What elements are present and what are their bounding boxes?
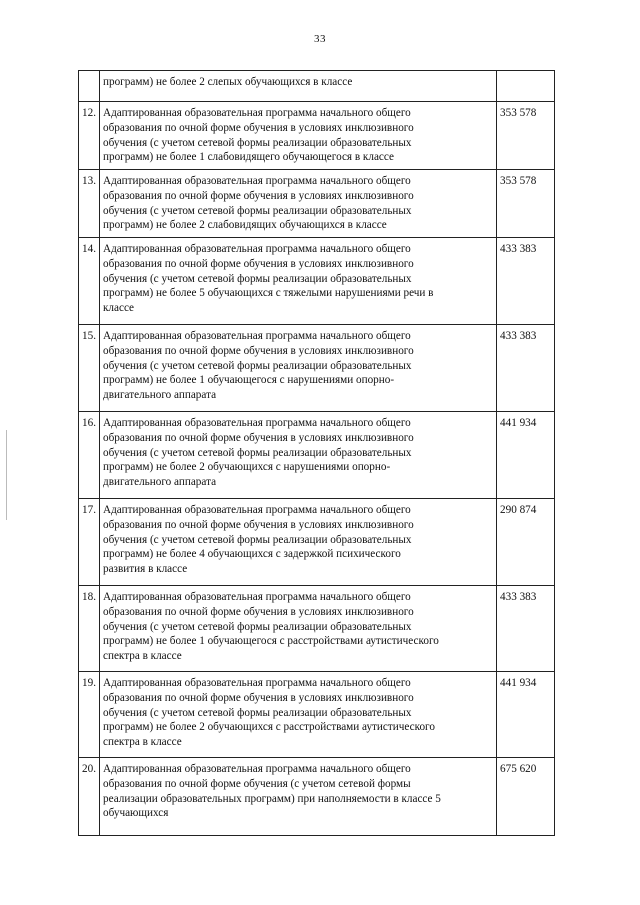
description-line: программ) не более 2 слабовидящих обучающихся в классе xyxy=(103,219,387,232)
description-line: классе xyxy=(103,302,135,315)
program-description xyxy=(100,758,497,836)
description-line: образования по очной форме обучения в условиях инклюзивного xyxy=(103,431,414,444)
table-row xyxy=(79,71,555,102)
description-line: развития в классе xyxy=(103,563,188,576)
description-line: спектра в классе xyxy=(103,736,182,749)
description-line: программ) не более 1 обучающегося с расстройствами аутистического xyxy=(103,635,439,648)
description-line: двигательного аппарата xyxy=(103,476,217,489)
cost-value: 353 578 xyxy=(497,170,555,238)
description-line: Адаптированная образовательная программа начального общего xyxy=(103,243,411,255)
description-line: обучения (с учетом сетевой формы реализации образовательных xyxy=(103,706,412,719)
program-description xyxy=(100,499,497,586)
description-line: образования по очной форме обучения в условиях инклюзивного xyxy=(103,605,414,618)
table-row xyxy=(79,672,555,758)
description-line: образования по очной форме обучения (с учетом сетевой формы xyxy=(103,777,411,790)
program-description xyxy=(100,170,497,238)
cost-value: 290 874 xyxy=(497,499,555,586)
description-line: Адаптированная образовательная программа начального общего xyxy=(103,175,411,187)
cost-value: 433 383 xyxy=(497,238,555,325)
row-number: 14. xyxy=(79,238,100,325)
cost-value: 433 383 xyxy=(497,586,555,672)
cost-value: 433 383 xyxy=(497,325,555,412)
cost-value: 441 934 xyxy=(497,672,555,758)
page-number: 33 xyxy=(314,33,326,45)
description-line: образования по очной форме обучения в условиях инклюзивного xyxy=(103,691,414,704)
row-number xyxy=(79,71,100,102)
program-description xyxy=(100,71,497,102)
table-row xyxy=(79,170,555,238)
description-line: Адаптированная образовательная программа начального общего xyxy=(103,107,411,119)
description-line: обучающихся xyxy=(103,807,169,820)
description-line: Адаптированная образовательная программа начального общего xyxy=(103,330,411,342)
tariff-table xyxy=(78,70,555,836)
description-line: образования по очной форме обучения в условиях инклюзивного xyxy=(103,518,414,531)
table-row xyxy=(79,499,555,586)
description-line: Адаптированная образовательная программа начального общего xyxy=(103,417,411,429)
program-description xyxy=(100,102,497,170)
row-number: 15. xyxy=(79,325,100,412)
row-number: 12. xyxy=(79,102,100,170)
description-line: реализации образовательных программ) при наполняемости в классе 5 xyxy=(103,792,441,805)
description-line: программ) не более 4 обучающихся с задержкой психического xyxy=(103,548,401,561)
cost-value: 441 934 xyxy=(497,412,555,499)
table-row xyxy=(79,238,555,325)
description-line: образования по очной форме обучения в условиях инклюзивного xyxy=(103,257,414,270)
description-line: Адаптированная образовательная программа начального общего xyxy=(103,763,411,775)
row-number: 19. xyxy=(79,672,100,758)
description-line: образования по очной форме обучения в условиях инклюзивного xyxy=(103,121,414,134)
program-description xyxy=(100,325,497,412)
description-line: Адаптированная образовательная программа начального общего xyxy=(103,677,411,689)
row-number: 20. xyxy=(79,758,100,836)
table-row xyxy=(79,325,555,412)
table-row xyxy=(79,412,555,499)
description-line: обучения (с учетом сетевой формы реализации образовательных xyxy=(103,620,412,633)
description-line: обучения (с учетом сетевой формы реализации образовательных xyxy=(103,136,412,149)
row-number: 17. xyxy=(79,499,100,586)
program-description xyxy=(100,412,497,499)
cost-value: 353 578 xyxy=(497,102,555,170)
cost-value xyxy=(497,71,555,102)
description-line: образования по очной форме обучения в условиях инклюзивного xyxy=(103,189,414,202)
description-line: Адаптированная образовательная программа начального общего xyxy=(103,591,411,603)
description-line: двигательного аппарата xyxy=(103,389,217,402)
row-number: 18. xyxy=(79,586,100,672)
row-number: 13. xyxy=(79,170,100,238)
description-line: Адаптированная образовательная программа начального общего xyxy=(103,504,411,516)
description-line: обучения (с учетом сетевой формы реализации образовательных xyxy=(103,272,412,285)
description-line: программ) не более 1 слабовидящего обучающегося в классе xyxy=(103,151,394,164)
cost-value: 675 620 xyxy=(497,758,555,836)
description-line: обучения (с учетом сетевой формы реализации образовательных xyxy=(103,446,412,459)
table-body xyxy=(79,71,555,836)
description-line: обучения (с учетом сетевой формы реализации образовательных xyxy=(103,359,412,372)
description-line: обучения (с учетом сетевой формы реализации образовательных xyxy=(103,204,412,217)
row-number: 16. xyxy=(79,412,100,499)
description-line: обучения (с учетом сетевой формы реализации образовательных xyxy=(103,533,412,546)
scan-edge-mark xyxy=(6,430,7,520)
description-line: программ) не более 2 обучающихся с расстройствами аутистического xyxy=(103,721,435,734)
program-description xyxy=(100,672,497,758)
description-line: программ) не более 1 обучающегося с нарушениями опорно- xyxy=(103,374,395,387)
description-line: программ) не более 2 слепых обучающихся в классе xyxy=(103,76,353,88)
description-line: программ) не более 2 обучающихся с нарушениями опорно- xyxy=(103,461,391,474)
program-description xyxy=(100,586,497,672)
table-row xyxy=(79,102,555,170)
table-row xyxy=(79,586,555,672)
description-line: программ) не более 5 обучающихся с тяжелыми нарушениями речи в xyxy=(103,287,434,300)
description-line: образования по очной форме обучения в условиях инклюзивного xyxy=(103,344,414,357)
description-line: спектра в классе xyxy=(103,650,182,663)
table-row xyxy=(79,758,555,836)
program-description xyxy=(100,238,497,325)
